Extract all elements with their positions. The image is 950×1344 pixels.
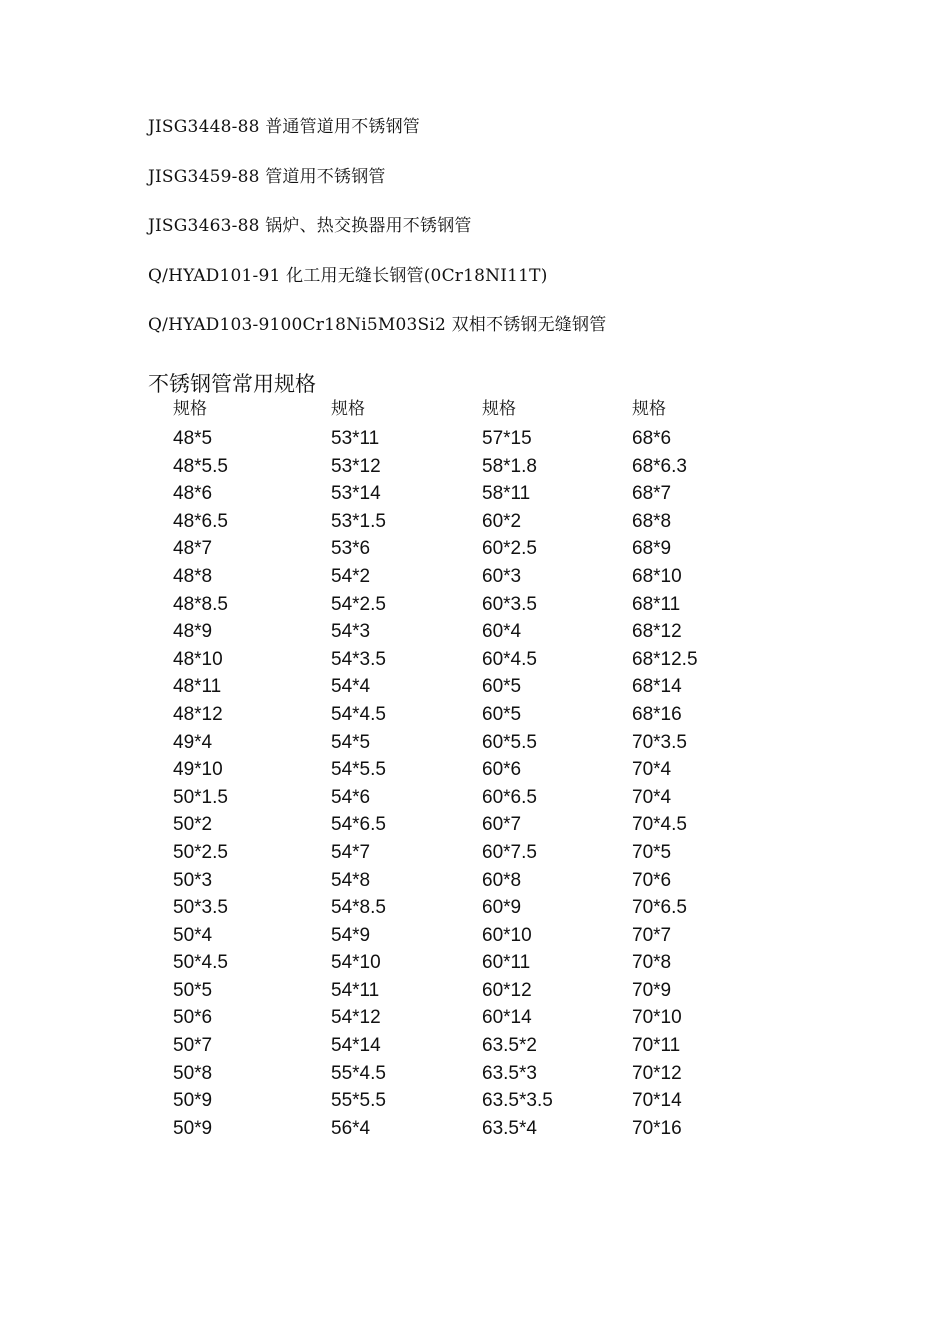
spec-cell: 54*11 [331, 979, 380, 1001]
spec-cell: 54*10 [331, 952, 381, 974]
spec-cell: 70*4 [632, 786, 672, 808]
spec-cell: 68*12 [632, 621, 682, 643]
spec-cell: 60*2.5 [482, 538, 537, 560]
spec-cell: 48*5.5 [173, 455, 228, 477]
spec-cell: 54*5 [331, 731, 371, 753]
spec-cell: 50*2 [173, 814, 213, 836]
spec-cell: 68*9 [632, 538, 672, 560]
spec-cell: 70*12 [632, 1062, 682, 1084]
spec-cell: 50*6 [173, 1007, 213, 1029]
spec-cell: 57*15 [482, 428, 532, 449]
spec-cell: 68*6 [632, 428, 672, 449]
spec-cell: 53*6 [331, 538, 371, 560]
spec-cell: 54*4 [331, 676, 371, 698]
spec-cell: 54*6 [331, 786, 371, 808]
spec-cell: 60*5 [482, 703, 522, 725]
spec-cell: 48*6 [173, 483, 213, 505]
spec-cell: 68*12.5 [632, 648, 698, 670]
spec-cell: 53*14 [331, 483, 381, 505]
spec-cell: 60*14 [482, 1007, 532, 1029]
spec-cell: 48*9 [173, 621, 213, 643]
spec-cell: 70*16 [632, 1117, 682, 1139]
spec-cell: 54*4.5 [331, 703, 386, 725]
spec-cell: 70*11 [632, 1035, 681, 1057]
spec-cell: 48*7 [173, 538, 213, 560]
spec-cell: 48*10 [173, 648, 223, 670]
spec-cell: 63.5*2 [482, 1035, 537, 1057]
spec-cell: 54*8 [331, 869, 371, 891]
section-title: 不锈钢管常用规格 [148, 372, 316, 396]
spec-cell: 48*12 [173, 703, 223, 725]
spec-cell: 50*9 [173, 1117, 213, 1139]
spec-cell: 60*4 [482, 621, 522, 643]
spec-cell: 60*5.5 [482, 731, 537, 753]
spec-cell: 63.5*4 [482, 1117, 537, 1139]
spec-cell: 60*6 [482, 759, 522, 781]
spec-cell: 60*7.5 [482, 841, 537, 863]
spec-cell: 68*11 [632, 593, 681, 615]
spec-cell: 48*6.5 [173, 510, 228, 532]
spec-cell: 55*4.5 [331, 1062, 386, 1084]
spec-cell: 54*9 [331, 924, 371, 946]
spec-cell: 50*3 [173, 869, 213, 891]
spec-cell: 48*5 [173, 428, 213, 449]
spec-cell: 63.5*3.5 [482, 1090, 553, 1112]
spec-cell: 48*8 [173, 565, 213, 587]
spec-cell: 68*7 [632, 483, 672, 505]
spec-cell: 58*11 [482, 483, 531, 505]
spec-cell: 60*11 [482, 952, 531, 974]
spec-cell: 60*3 [482, 565, 522, 587]
spec-cell: 70*6 [632, 869, 672, 891]
spec-cell: 54*3.5 [331, 648, 386, 670]
spec-cell: 53*12 [331, 455, 381, 477]
spec-cell: 68*8 [632, 510, 672, 532]
spec-cell: 60*8 [482, 869, 522, 891]
spec-cell: 70*8 [632, 952, 672, 974]
spec-cell: 54*5.5 [331, 759, 386, 781]
column-header: 规格 [331, 399, 365, 419]
spec-cell: 70*4.5 [632, 814, 687, 836]
spec-cell: 53*1.5 [331, 510, 386, 532]
spec-cell: 54*8.5 [331, 897, 386, 919]
spec-cell: 54*6.5 [331, 814, 386, 836]
spec-cell: 48*11 [173, 676, 222, 698]
spec-column [331, 395, 482, 1140]
spec-cell: 50*5 [173, 979, 213, 1001]
spec-cell: 49*4 [173, 731, 213, 753]
spec-cell: 56*4 [331, 1117, 371, 1139]
spec-cell: 70*3.5 [632, 731, 687, 753]
spec-cell: 60*7 [482, 814, 522, 836]
spec-column [632, 395, 752, 1140]
spec-cell: 54*7 [331, 841, 371, 863]
column-header: 规格 [173, 399, 207, 419]
spec-cell: 63.5*3 [482, 1062, 537, 1084]
spec-cell: 54*2.5 [331, 593, 386, 615]
column-header: 规格 [632, 399, 666, 419]
spec-cell: 70*10 [632, 1007, 682, 1029]
standard-item: Q/HYAD101-91 化工用无缝长钢管(0Cr18NI11T) [148, 265, 548, 286]
spec-cell: 50*3.5 [173, 897, 228, 919]
spec-cell: 70*9 [632, 979, 672, 1001]
spec-column [173, 395, 331, 1140]
spec-cell: 54*12 [331, 1007, 381, 1029]
spec-cell: 50*9 [173, 1090, 213, 1112]
spec-cell: 60*10 [482, 924, 532, 946]
spec-cell: 55*5.5 [331, 1090, 386, 1112]
standard-item: JISG3463-88 锅炉、热交换器用不锈钢管 [148, 216, 472, 236]
spec-cell: 68*6.3 [632, 455, 687, 477]
spec-cell: 50*2.5 [173, 841, 228, 863]
spec-cell: 68*16 [632, 703, 682, 725]
spec-cell: 70*14 [632, 1090, 682, 1112]
standard-item: Q/HYAD103-9100Cr18Ni5M03Si2 双相不锈钢无缝钢管 [148, 315, 607, 335]
spec-cell: 70*6.5 [632, 897, 687, 919]
spec-cell: 60*6.5 [482, 786, 537, 808]
spec-cell: 68*14 [632, 676, 682, 698]
spec-column [482, 395, 632, 1140]
spec-cell: 50*4.5 [173, 952, 228, 974]
standards-list [148, 112, 606, 360]
spec-cell: 60*5 [482, 676, 522, 698]
spec-cell: 70*7 [632, 924, 672, 946]
spec-cell: 70*5 [632, 841, 672, 863]
spec-cell: 60*3.5 [482, 593, 537, 615]
spec-cell: 54*14 [331, 1035, 381, 1057]
column-header: 规格 [482, 399, 516, 419]
spec-cell: 50*4 [173, 924, 213, 946]
spec-cell: 68*10 [632, 565, 682, 587]
spec-cell: 54*2 [331, 565, 371, 587]
spec-cell: 60*12 [482, 979, 532, 1001]
standard-item: JISG3459-88 管道用不锈钢管 [148, 166, 386, 187]
standard-item: JISG3448-88 普通管道用不锈钢管 [148, 117, 420, 137]
spec-cell: 50*7 [173, 1035, 213, 1057]
spec-cell: 49*10 [173, 759, 223, 781]
spec-cell: 50*1.5 [173, 786, 228, 808]
spec-cell: 53*11 [331, 428, 380, 449]
spec-cell: 60*4.5 [482, 648, 537, 670]
spec-table [173, 395, 752, 1140]
spec-cell: 60*2 [482, 510, 522, 532]
spec-cell: 58*1.8 [482, 455, 537, 477]
spec-cell: 50*8 [173, 1062, 213, 1084]
spec-cell: 54*3 [331, 621, 371, 643]
spec-cell: 60*9 [482, 897, 522, 919]
spec-cell: 48*8.5 [173, 593, 228, 615]
spec-cell: 70*4 [632, 759, 672, 781]
